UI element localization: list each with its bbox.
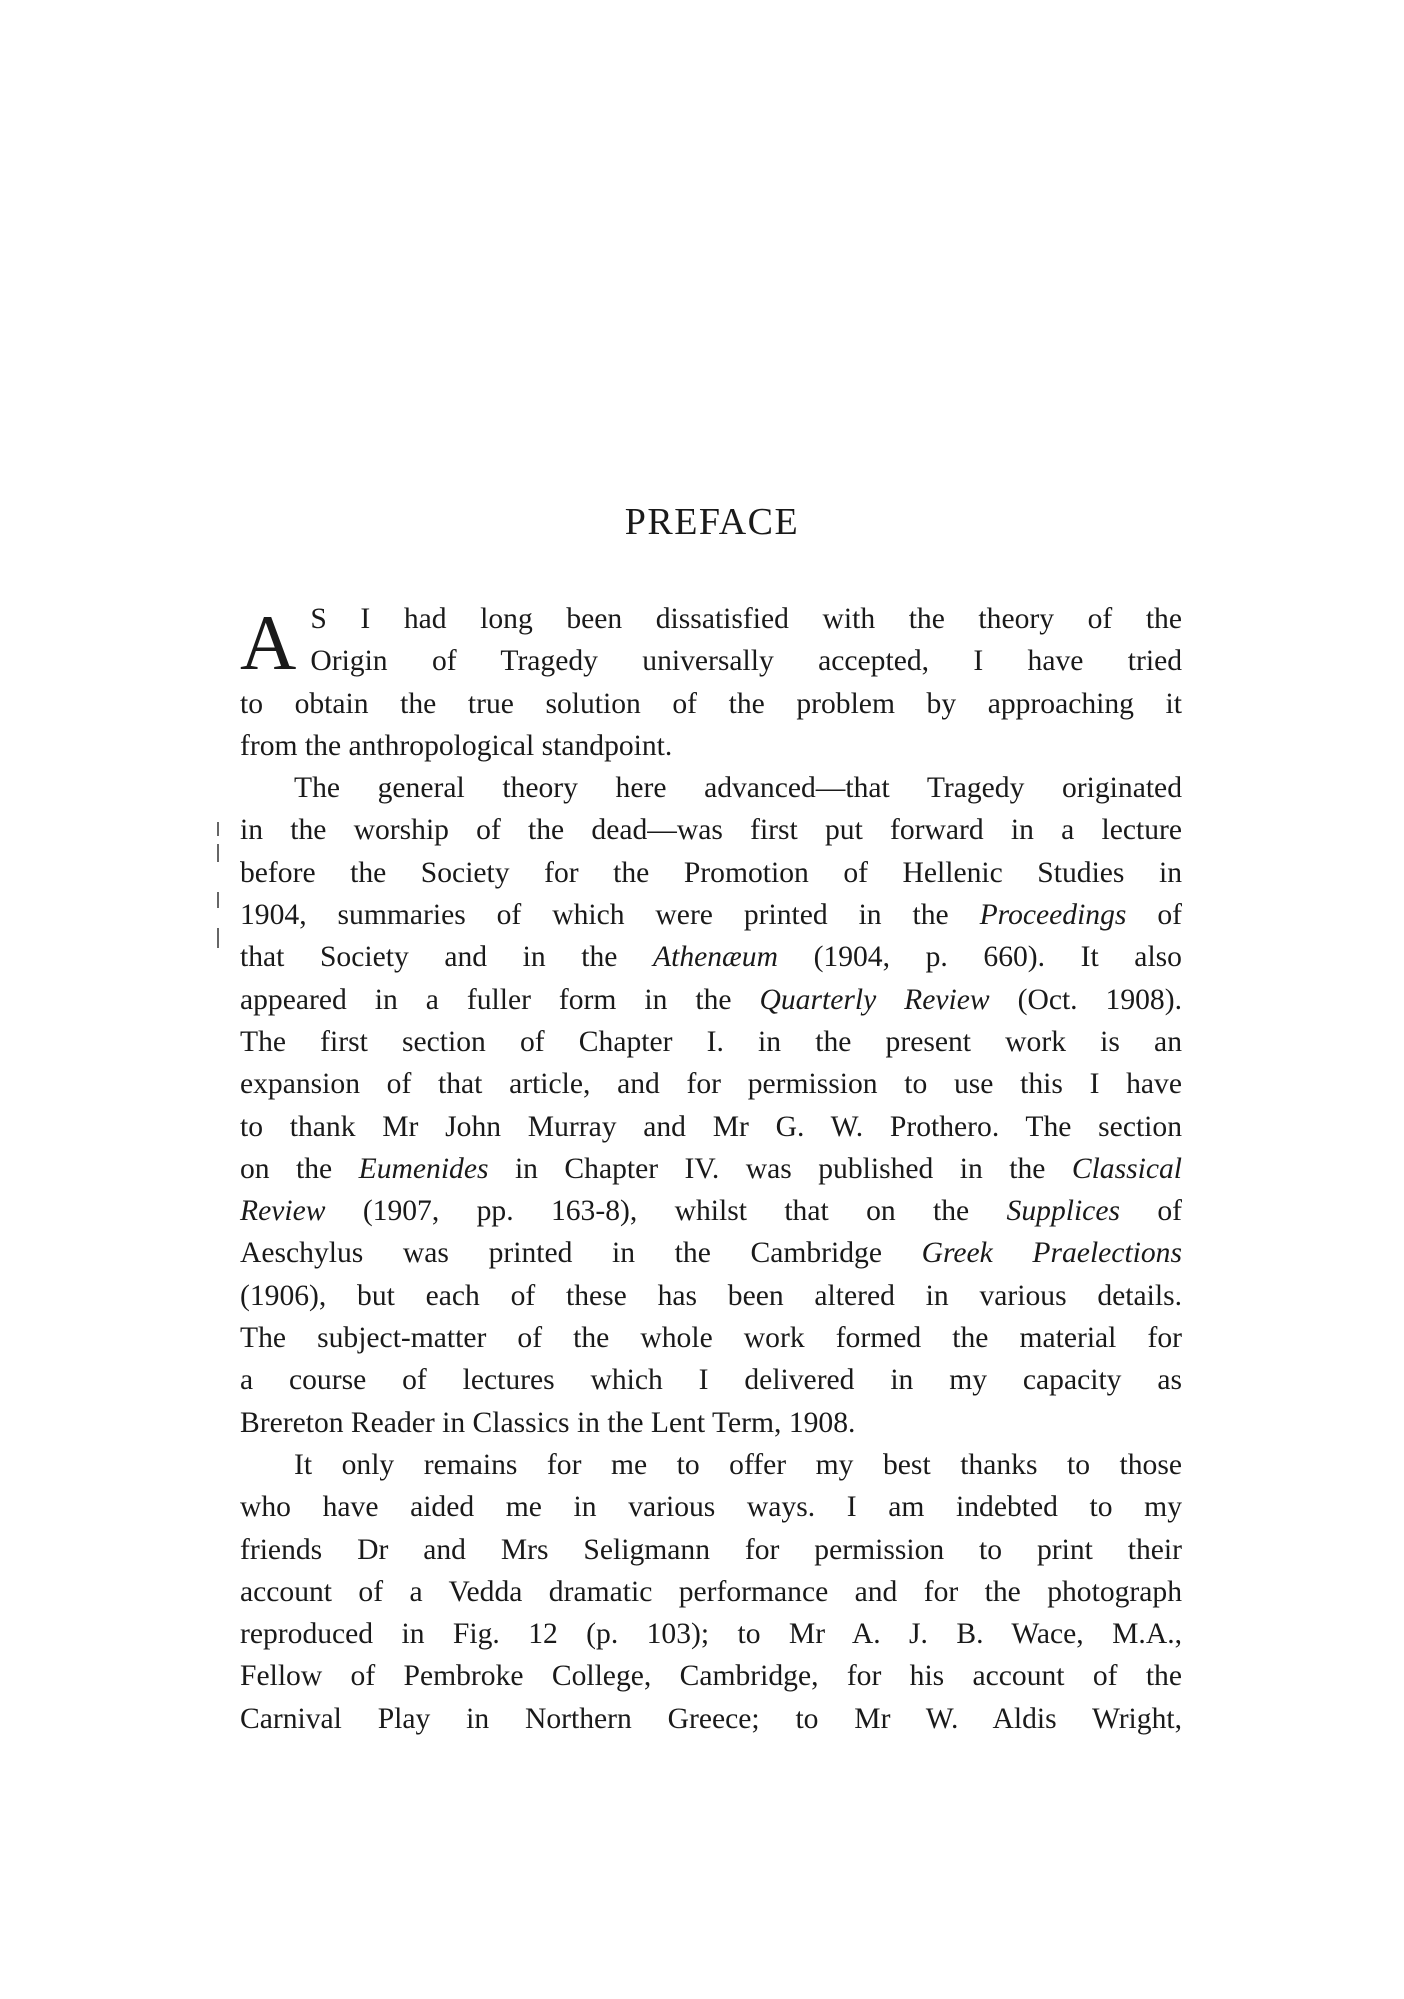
italic-title: Athenæum <box>653 941 778 974</box>
italic-title: Classical <box>1071 1152 1182 1185</box>
text-line: who have aided me in various ways. I am indebted to my <box>240 1491 1182 1524</box>
text-segment: of <box>1119 1195 1182 1228</box>
text-segment: of <box>1126 899 1182 932</box>
text-line <box>240 1190 1182 1232</box>
text-line: friends Dr and Mrs Seligmann for permission to print their <box>240 1533 1182 1566</box>
text-line: to thank Mr John Murray and Mr G. W. Prothero. The section <box>240 1110 1182 1143</box>
text-line: before the Society for the Promotion of Hellenic Studies in <box>240 856 1182 889</box>
italic-title: Quarterly Review <box>759 983 990 1016</box>
text-line: It only remains for me to offer my best thanks to those <box>294 1448 1182 1481</box>
text-line: The subject-matter of the whole work formed the material for <box>240 1322 1182 1355</box>
text-line: account of a Vedda dramatic performance and for the photograph <box>240 1575 1182 1608</box>
italic-title: Proceedings <box>979 899 1127 932</box>
text-line: S I had long been dissatisfied with the theory of the <box>310 603 1182 635</box>
italic-title: Supplices <box>1006 1195 1120 1228</box>
text-segment: that Society and in the <box>240 941 654 974</box>
preface-body <box>240 598 1182 1740</box>
text-segment: (1904, p. 660). It also <box>777 941 1182 974</box>
text-line: The general theory here advanced—that Tragedy originated <box>294 772 1182 805</box>
text-line: from the anthropological standpoint. <box>240 729 673 762</box>
text-line: reproduced in Fig. 12 (p. 103); to Mr A. J. B. Wace, M.A., <box>240 1618 1182 1651</box>
text-line: (1906), but each of these has been altered in various details. <box>240 1279 1182 1312</box>
text-line: Fellow of Pembroke College, Cambridge, for his account of the <box>240 1660 1182 1693</box>
paragraph-2 <box>240 767 1182 1444</box>
italic-title: Review <box>240 1195 326 1228</box>
text-segment: on the <box>240 1152 359 1185</box>
text-line: Brereton Reader in Classics in the Lent Term, 1908. <box>240 1406 856 1439</box>
text-line <box>240 936 1182 978</box>
text-line: Carnival Play in Northern Greece; to Mr W. Aldis Wright, <box>240 1702 1182 1735</box>
text-segment: (1907, pp. 163-8), whilst that on the <box>325 1195 1007 1228</box>
margin-marks <box>214 822 226 952</box>
text-segment: Aeschylus was printed in the Cambridge <box>240 1237 922 1270</box>
text-segment: (Oct. 1908). <box>989 983 1182 1016</box>
text-line <box>240 1232 1182 1274</box>
page-title: PREFACE <box>624 501 800 543</box>
text-line: Origin of Tragedy universally accepted, I have tried <box>310 645 1182 678</box>
text-segment: appeared in a fuller form in the <box>240 983 760 1016</box>
text-line: to obtain the true solution of the problem by approaching it <box>240 687 1182 720</box>
text-line: expansion of that article, and for permission to use this I have <box>240 1068 1182 1101</box>
text-line: a course of lectures which I delivered in my capacity as <box>240 1364 1182 1397</box>
text-line: The first section of Chapter I. in the present work is an <box>240 1025 1182 1058</box>
italic-title: Greek Praelections <box>921 1237 1182 1270</box>
text-line <box>240 979 1182 1021</box>
text-line: in the worship of the dead—was first put forward in a lecture <box>240 814 1182 847</box>
text-segment: 1904, summaries of which were printed in the <box>240 899 980 932</box>
paragraph-3 <box>240 1444 1182 1740</box>
text-line <box>240 894 1182 936</box>
paragraph-1 <box>240 598 1182 767</box>
text-line <box>240 1148 1182 1190</box>
drop-cap: A <box>240 599 297 686</box>
text-segment: in Chapter IV. was published in the <box>488 1152 1072 1185</box>
italic-title: Eumenides <box>358 1152 489 1185</box>
